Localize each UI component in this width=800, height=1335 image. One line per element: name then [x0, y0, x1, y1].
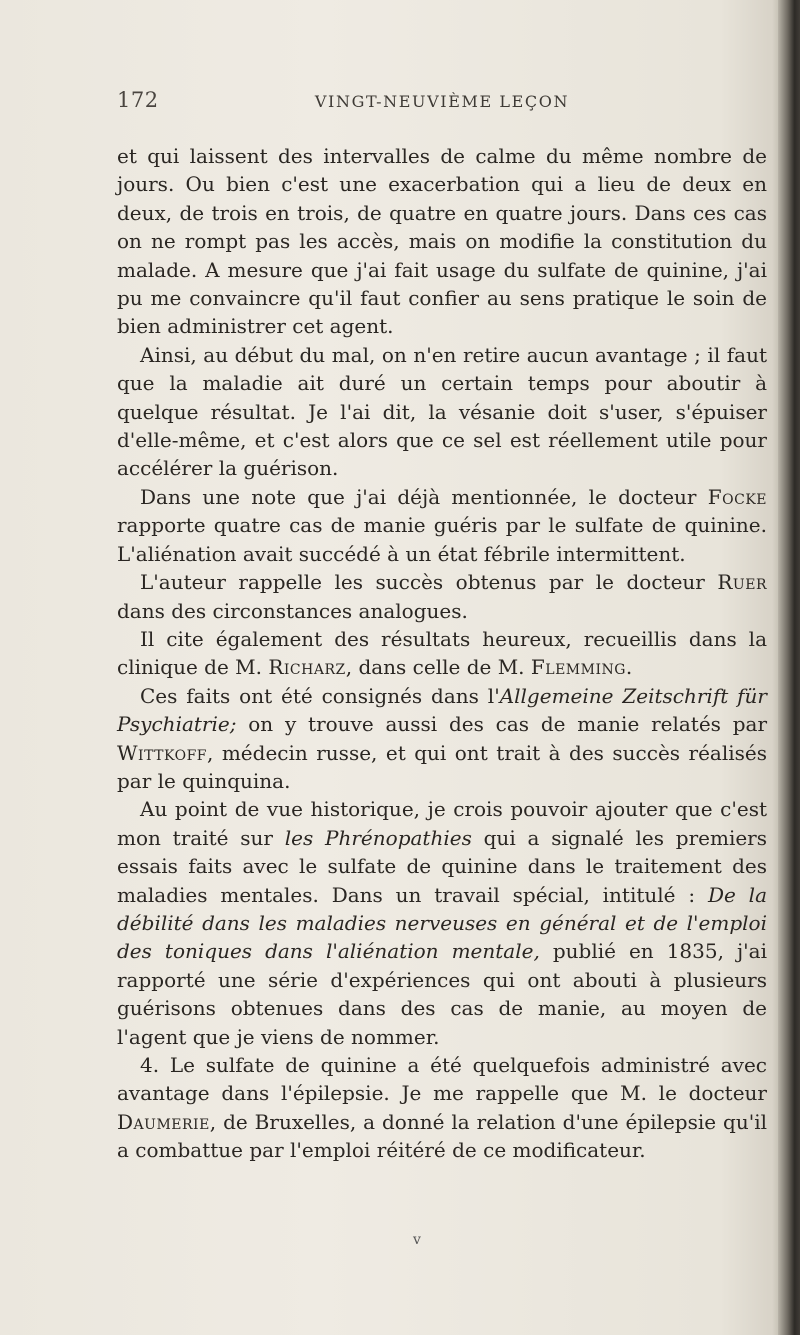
text-run: . — [625, 655, 633, 680]
author-name: Wittkoff — [117, 740, 208, 765]
paragraph — [117, 795, 767, 1051]
author-name: Flemming — [530, 655, 626, 680]
paragraph — [117, 568, 767, 625]
footer-mark: v — [413, 1232, 421, 1248]
body-text — [117, 142, 767, 1165]
paragraph — [117, 142, 767, 341]
author-name: Focke — [707, 484, 767, 509]
text-run: on y trouve aussi des cas de manie relatés par — [236, 712, 767, 737]
author-name: Richarz — [268, 655, 346, 680]
text-run: et qui laissent des intervalles de calme du même nombre de jours. Ou bien c'est une exacerbation qui a lieu de deux en deux, de trois en trois, de quatre en quatre jours. Dans ces cas on ne rompt pas les accès, mais on modifie la constitution du malade. A mesure que j'ai fait usage du sulfate de quinine, j'ai pu me convaincre qu'il faut confier au sens pratique le soin de bien administrer cet agent. — [117, 144, 767, 339]
running-head: VINGT-NEUVIÈME LEÇON — [314, 92, 570, 111]
text-run: publié en 1835, j'ai rapporté une série d'expériences qui ont abouti à plusieurs guérisons obtenues dans des cas de manie, au moyen de l'agent que je viens de nommer. — [117, 939, 767, 1049]
italic-title: Allgemeine Zeitschrift für Psychiatrie; — [117, 683, 767, 737]
paragraph — [117, 341, 767, 483]
text-run: , médecin russe, et qui ont trait à des succès réalisés par le quinquina. — [117, 740, 767, 793]
text-run: dans des circonstances analogues. — [117, 598, 468, 623]
text-run: Ces faits ont été consignés dans l' — [140, 683, 500, 708]
author-name: Ruer — [717, 570, 767, 595]
text-run: Au point de vue historique, je crois pouvoir ajouter que c'est mon traité sur — [117, 797, 767, 850]
page-header — [117, 88, 767, 118]
text-run: rapporte quatre cas de manie guéris par le sulfate de quinine. L'aliénation avait succédé à un état fébrile intermittent. — [117, 513, 767, 566]
text-run: qui a signalé les premiers essais faits avec le sulfate de quinine dans le traitement des maladies mentales. Dans un travail spécial, intitulé : — [117, 825, 767, 907]
italic-title: De la débilité dans les maladies nerveuses en général et de l'emploi des toniques dans l'aliénation mentale, — [117, 882, 767, 964]
text-run: Dans une note que j'ai déjà mentionnée, le docteur — [140, 484, 708, 509]
text-run: , dans celle de M. — [345, 655, 531, 680]
text-run: Il cite également des résultats heureux, recueillis dans la clinique de M. — [117, 626, 767, 680]
page-number: 172 — [117, 88, 159, 112]
paragraph — [117, 625, 767, 682]
text-run: Ainsi, au début du mal, on n'en retire aucun avantage ; il faut que la maladie ait duré un certain temps pour aboutir à quelque résultat. Je l'ai dit, la vésanie doit s'user, s'épuiser d'elle-même, et c'est alors que ce sel est réellement utile pour accélérer la guérison. — [117, 342, 767, 481]
paragraph — [117, 682, 767, 796]
paragraph — [117, 483, 767, 568]
text-run: , de Bruxelles, a donné la relation d'une épilepsie qu'il a combattue par l'emploi réitéré de ce modificateur. — [117, 1109, 767, 1163]
text-run: 4. Le sulfate de quinine a été quelquefois administré avec avantage dans l'épilepsie. Je me rappelle que M. le docteur — [117, 1053, 767, 1106]
author-name: Daumerie — [117, 1109, 210, 1134]
book-spine — [778, 0, 800, 1335]
text-run: L'auteur rappelle les succès obtenus par le docteur — [140, 570, 718, 595]
paragraph — [117, 1051, 767, 1165]
italic-title: les Phrénopathies — [284, 825, 472, 850]
